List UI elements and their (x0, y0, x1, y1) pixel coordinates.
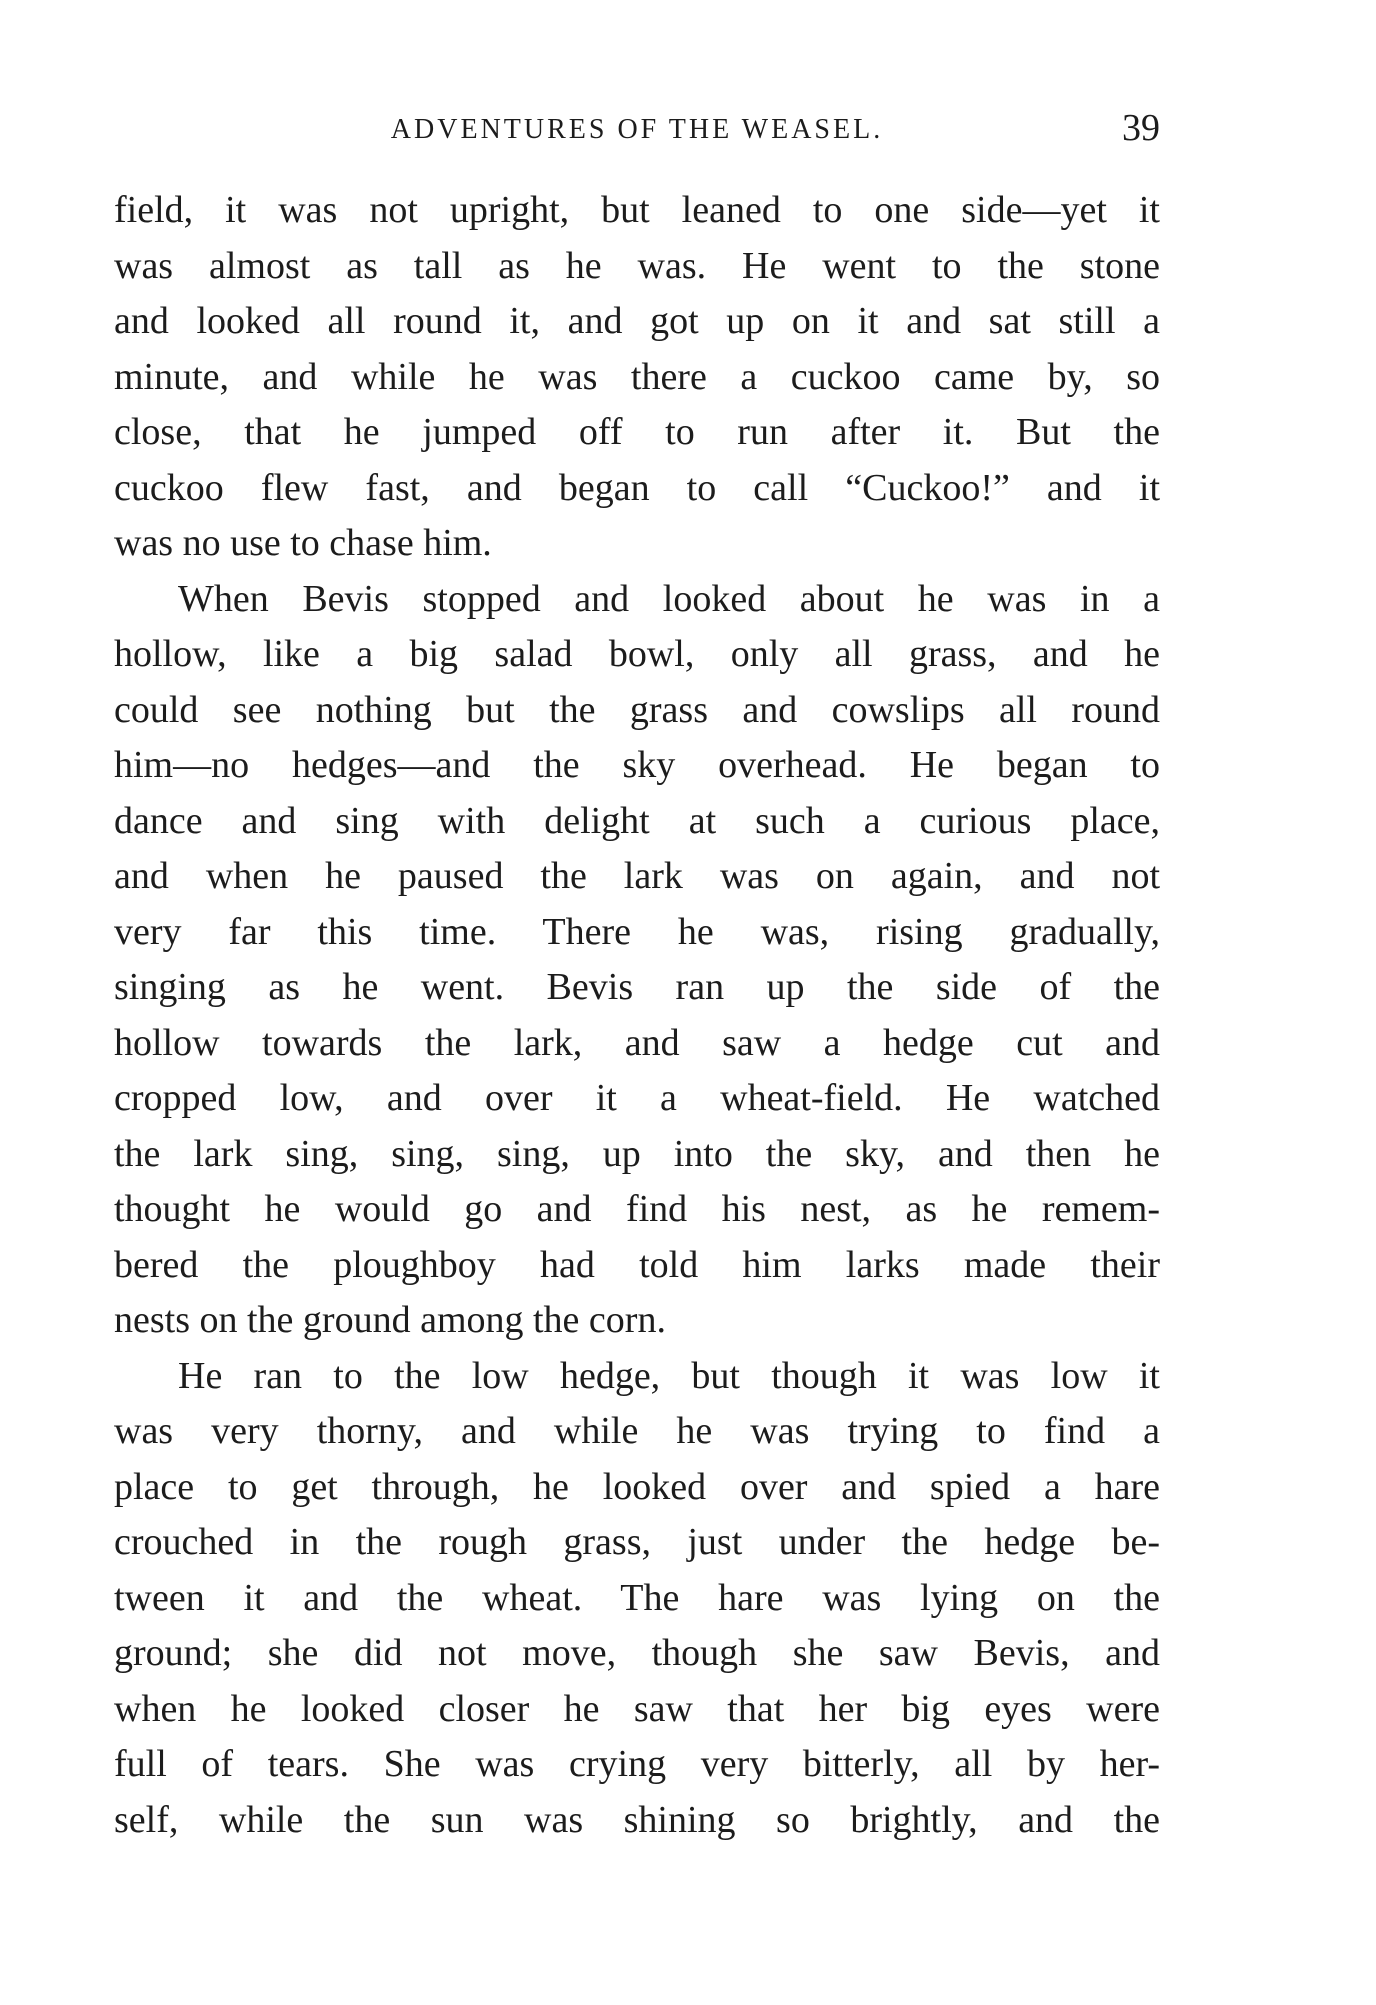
text-line: cropped low, and over it a wheat-field. He watched (114, 1077, 1160, 1119)
text-line: hollow, like a big salad bowl, only all grass, and he (114, 633, 1160, 675)
text-line: place to get through, he looked over and spied a hare (114, 1465, 1160, 1508)
text-line: him—no hedges—and the sky overhead. He began to (114, 744, 1160, 786)
text-line: field, it was not upright, but leaned to one side—yet it (114, 189, 1160, 231)
running-head (114, 107, 1160, 150)
body-text (114, 183, 1160, 1848)
text-line: close, that he jumped off to run after it. But the (114, 411, 1160, 453)
text-line: self, while the sun was shining so brightly, and the (114, 1798, 1160, 1841)
text-line: was no use to chase him. (114, 522, 492, 564)
text-line: tween it and the wheat. The hare was lying on the (114, 1576, 1160, 1619)
text-line: could see nothing but the grass and cowslips all round (114, 688, 1160, 731)
text-line: when he looked closer he saw that her big eyes were (114, 1687, 1160, 1730)
page-number: 39 (1122, 107, 1160, 149)
text-line: He ran to the low hedge, but though it was low it (178, 1354, 1160, 1397)
text-line: bered the ploughboy had told him larks made their (114, 1243, 1160, 1286)
text-line: nests on the ground among the corn. (114, 1299, 666, 1341)
text-line: was very thorny, and while he was trying to find a (114, 1410, 1160, 1452)
text-line: minute, and while he was there a cuckoo came by, so (114, 355, 1160, 398)
text-line: was almost as tall as he was. He went to the stone (114, 244, 1160, 287)
text-line: very far this time. There he was, rising gradually, (114, 910, 1160, 953)
text-line: hollow towards the lark, and saw a hedge cut and (114, 1021, 1160, 1064)
text-line: singing as he went. Bevis ran up the side of the (114, 966, 1160, 1008)
text-line: full of tears. She was crying very bitterly, all by her- (114, 1743, 1160, 1785)
text-line: thought he would go and find his nest, as he remem- (114, 1188, 1160, 1230)
text-line: When Bevis stopped and looked about he was in a (178, 577, 1160, 620)
running-title: ADVENTURES OF THE WEASEL. (390, 114, 884, 145)
text-line: the lark sing, sing, sing, up into the sky, and then he (114, 1132, 1160, 1175)
text-line: dance and sing with delight at such a curious place, (114, 799, 1160, 842)
text-line: cuckoo flew fast, and began to call “Cuckoo!” and it (114, 466, 1160, 509)
text-line: ground; she did not move, though she saw Bevis, and (114, 1632, 1160, 1674)
text-line: and looked all round it, and got up on it and sat still a (114, 300, 1160, 342)
text-line: and when he paused the lark was on again, and not (114, 855, 1160, 897)
text-line: crouched in the rough grass, just under the hedge be- (114, 1521, 1160, 1563)
